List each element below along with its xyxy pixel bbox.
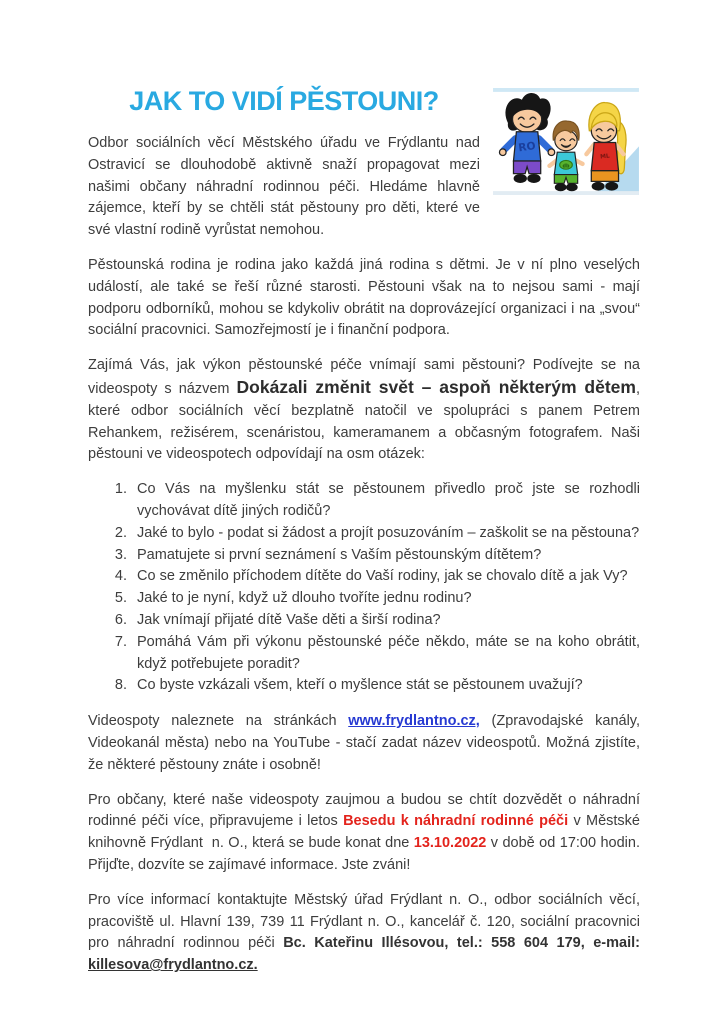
text-run: Videospoty naleznete na stránkách <box>88 713 349 730</box>
videospot-title: Dokázali změnit svět – aspoň některým dětem <box>236 376 636 397</box>
text-run: Pěstounská rodina je rodina jako každá jiná rodina s dětmi. Je v ní plno veselých událostí, ale také se řeší různé starosti. Pěstouni však na to nejsou sami - mají podporu odborníků, mohou se kdykoliv obrátit na doprovázející organizaci i na „svou“ sociální pracovnici. Samozřejmostí je i finanční podpora. <box>88 256 645 339</box>
document-body <box>88 133 649 977</box>
questions-list <box>88 479 640 697</box>
family-paragraph <box>88 255 645 342</box>
boy-shirt-text: RO <box>517 139 537 155</box>
text-run: , které odbor sociálních věcí bezplatně natočil ve spolupráci s panem Petrem Rehankem, režisérem, scenáristou, kameramanem a občasným fotografem. Naši pěstouni ve videospotech odpovídají na osm otázek: <box>88 380 645 463</box>
question-item: 7. Pomáhá Vám při výkonu pěstounské péče někdo, máte se na koho obrátit, když potřebujete poradit? <box>131 632 640 676</box>
text-run: Pro občany, které naše videospoty zaujmou a budou se chtít dozvědět o náhradní rodinné péči více, připravujeme i letos <box>88 791 645 830</box>
page-title: JAK TO VIDÍ PĚSTOUNI? <box>129 86 439 116</box>
text-run: Odbor sociálních věcí Městského úřadu ve Frýdlantu nad Ostravicí se dlouhodobě aktivně snaží propagovat mezi našimi občany náhradní rodinnou péči. Hledáme hlavně zájemce, kteří by se chtěli stát pěstouny pro děti, které ve své vlastní rodině vyrůstat nemohou. <box>88 135 485 239</box>
contact-person: Bc. Kateřinu Illésovou, tel.: 558 604 179, e-mail: <box>283 935 645 952</box>
contact-paragraph <box>88 890 645 977</box>
question-item: 5. Jaké to je nyní, když už dlouho tvoříte jednu rodinu? <box>131 588 640 610</box>
email-link[interactable]: killesova@frydlantno.cz. <box>88 957 258 974</box>
event-date: 13.10.2022 <box>413 835 487 852</box>
children-illustration <box>492 88 640 195</box>
website-link[interactable]: www.frydlantno.cz, <box>348 713 480 730</box>
links-paragraph <box>88 711 645 776</box>
question-item: 6. Jak vnímají přijaté dítě Vaše děti a širší rodina? <box>131 610 640 632</box>
event-name: Besedu k náhradní rodinné péči <box>343 813 569 830</box>
middle-shirt-text: db <box>562 163 570 170</box>
girl-shirt-text: ML <box>599 153 611 161</box>
text-run: v Městské knihovně Frýdlant n. O., která se bude konat dne <box>88 813 645 852</box>
text-run: v době od 17:00 hodin. Přijďte, dozvíte se zajímavé informace. Jste zváni! <box>88 835 649 873</box>
children-cartoon-image <box>492 88 640 195</box>
question-item: 1. Co Vás na myšlenku stát se pěstounem přivedlo proč jste se rozhodli vychovávat dítě jiných rodičů? <box>131 479 640 523</box>
videospots-paragraph <box>88 355 645 466</box>
text-run: Pro více informací kontaktujte Městský úřad Frýdlant n. O., odbor sociálních věcí, pracoviště ul. Hlavní 139, 739 11 Frýdlant n. O., kancelář č. 120, sociální pracovnici pro náhradní rodinnou péči <box>88 891 645 952</box>
question-item: 4. Co se změnilo příchodem dítěte do Vaší rodiny, jak se chovalo dítě a jak Vy? <box>131 566 640 588</box>
text-run: Zajímá Vás, jak výkon pěstounské péče vnímají sami pěstouni? Podívejte se na videospoty s názvem <box>88 357 645 397</box>
question-item: 2. Jaké to bylo - podat si žádost a projít posuzováním – zaškolit se na pěstouna? <box>131 523 640 545</box>
question-item: 3. Pamatujete si první seznámení s Vaším pěstounským dítětem? <box>131 545 640 567</box>
question-item: 8. Co byste vzkázali všem, kteří o myšlence stát se pěstounem uvažují? <box>131 675 640 697</box>
event-paragraph <box>88 790 649 877</box>
text-run: (Zpravodajské kanály, Videokanál města) nebo na YouTube - stačí zadat název videospotů. Možná zjistíte, že některé pěstouny znáte i osobně! <box>88 713 645 773</box>
